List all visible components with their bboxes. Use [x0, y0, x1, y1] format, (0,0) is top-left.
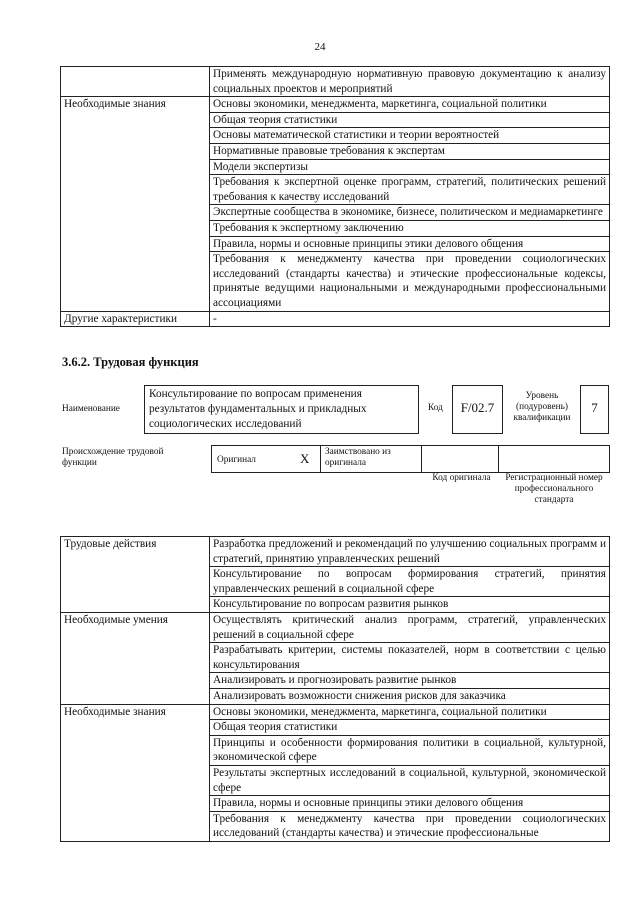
table-row	[61, 67, 610, 97]
row-item-text: Модели экспертизы	[210, 159, 610, 175]
original-label: Оригинал	[217, 455, 256, 465]
row-category-label: Другие характеристики	[61, 311, 210, 327]
row-item-text: Принципы и особенности формирования политики в социальной, культурной, экономической сфере	[210, 735, 610, 765]
level-label: Уровень (подуровень) квалификации	[513, 391, 571, 423]
row-item-text: Правила, нормы и основные принципы этики делового общения	[210, 796, 610, 812]
level-value: 7	[591, 400, 598, 415]
origin-code-caption: Код оригинала	[432, 473, 491, 483]
row-item-text: Результаты экспертных исследований в социальной, культурной, экономической сфере	[210, 765, 610, 795]
reg-number-caption: Регистрационный номер профессионального стандарта	[505, 473, 603, 505]
row-item-text: Требования к экспертной оценке программ, стратегий, политических решений требования к качеству исследований	[210, 175, 610, 205]
row-item-text: Основы экономики, менеджмента, маркетинга, социальной политики	[210, 704, 610, 720]
row-item-text: Основы математической статистики и теории вероятностей	[210, 128, 610, 144]
row-category-label: Необходимые знания	[61, 97, 210, 311]
knowledge-table-continued	[60, 66, 610, 327]
row-item-text: Осуществлять критический анализ программ, стратегий, управленческих решений в социальной сфере	[210, 612, 610, 642]
origin-label: Происхождение трудовой функции	[62, 447, 164, 468]
reg-number-box	[498, 445, 610, 473]
code-value: F/02.7	[460, 400, 495, 415]
table-row	[61, 537, 610, 567]
row-item-text: -	[210, 311, 610, 327]
row-item-text: Общая теория статистики	[210, 720, 610, 736]
row-item-text: Разработка предложений и рекомендаций по улучшению социальных программ и стратегий, принятию управленческих решений	[210, 537, 610, 567]
function-name-box	[144, 385, 419, 434]
table-row	[61, 97, 610, 113]
row-item-text: Консультирование по вопросам развития рынков	[210, 597, 610, 613]
code-label: Код	[428, 403, 443, 413]
origin-code-box	[421, 445, 499, 473]
code-box	[452, 385, 503, 434]
page-number: 24	[314, 41, 326, 53]
row-item-text: Анализировать и прогнозировать развитие рынков	[210, 673, 610, 689]
level-box	[580, 385, 609, 434]
table-row	[61, 311, 610, 327]
table-row	[61, 612, 610, 642]
row-item-text: Требования к экспертному заключению	[210, 220, 610, 236]
section-heading: 3.6.2. Трудовая функция	[62, 355, 199, 369]
row-item-text: Применять международную нормативную правовую документацию к анализу социальных проектов и мероприятий	[210, 67, 610, 97]
labor-function-table	[60, 536, 610, 842]
borrowed-label: Заимствовано из оригинала	[325, 447, 391, 468]
row-item-text: Правила, нормы и основные принципы этики делового общения	[210, 236, 610, 252]
row-item-text: Общая теория статистики	[210, 112, 610, 128]
row-item-text: Нормативные правовые требования к экспертам	[210, 143, 610, 159]
row-category-label: Необходимые знания	[61, 704, 210, 841]
row-item-text: Требования к менеджменту качества при проведении социологических исследований (стандарты качества) и этические профессиональные кодексы, принятые ведущими национальными и международными профессиональными ассоциациями	[210, 252, 610, 311]
name-label: Наименование	[62, 404, 120, 414]
row-item-text: Требования к менеджменту качества при проведении социологических исследований (стандарты качества) и этические профессиональные	[210, 811, 610, 841]
row-item-text: Консультирование по вопросам формирования стратегий, принятия управленческих решений в социальной сфере	[210, 567, 610, 597]
row-item-text: Экспертные сообщества в экономике, бизнесе, политическом и медиамаркетинге	[210, 205, 610, 221]
table-row	[61, 704, 610, 720]
original-mark: X	[300, 451, 310, 466]
row-category-label: Трудовые действия	[61, 537, 210, 613]
row-category-label	[61, 67, 210, 97]
row-category-label: Необходимые умения	[61, 612, 210, 704]
row-item-text: Разрабатывать критерии, системы показателей, норм в соответствии с целью консультирования	[210, 643, 610, 673]
function-name-value: Консультирование по вопросам применения результатов фундаментальных и прикладных социологических исследований	[149, 388, 367, 430]
row-item-text: Анализировать возможности снижения рисков для заказчика	[210, 688, 610, 704]
row-item-text: Основы экономики, менеджмента, маркетинга, социальной политики	[210, 97, 610, 113]
